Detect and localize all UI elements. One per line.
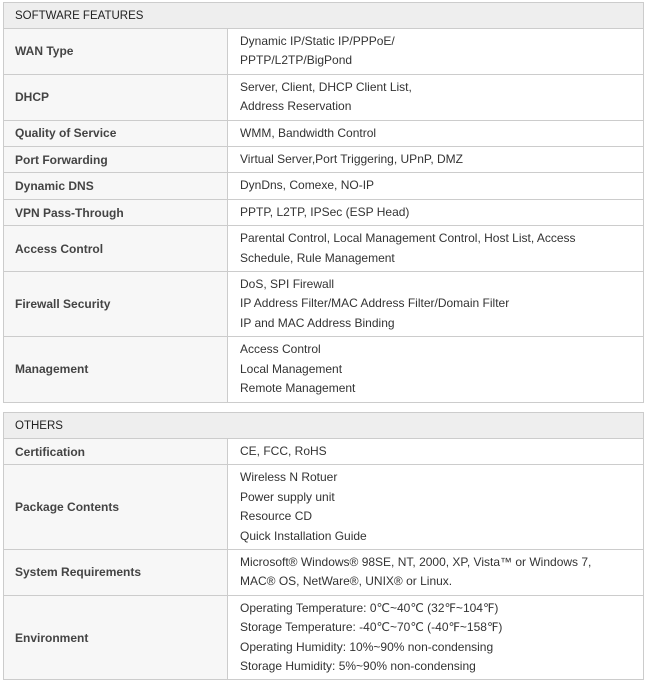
row-label: VPN Pass-Through xyxy=(4,199,228,225)
row-value xyxy=(228,337,644,402)
value-line: Operating Humidity: 10%~90% non-condensing xyxy=(240,639,494,654)
row-label: Package Contents xyxy=(4,465,228,550)
table-row xyxy=(4,74,644,120)
value-line: Parental Control, Local Management Control, Host List, Access xyxy=(240,231,576,246)
others-body xyxy=(4,439,644,680)
row-label: Access Control xyxy=(4,226,228,272)
section-header: SOFTWARE FEATURES xyxy=(4,3,644,29)
value-line: DoS, SPI Firewall xyxy=(240,277,335,292)
value-line: Schedule, Rule Management xyxy=(240,250,395,265)
table-row xyxy=(4,337,644,402)
table-row xyxy=(4,272,644,337)
others-table xyxy=(3,412,644,680)
table-row xyxy=(4,29,644,75)
row-value xyxy=(228,226,644,272)
row-value xyxy=(228,272,644,337)
value-line: Dynamic IP/Static IP/PPPoE/ xyxy=(240,34,395,48)
value-line: Local Management xyxy=(240,361,343,376)
value-line: Resource CD xyxy=(240,509,313,524)
row-label: Dynamic DNS xyxy=(4,173,228,199)
value-line: Wireless N Rotuer xyxy=(240,470,338,485)
value-line: Virtual Server,Port Triggering, UPnP, DMZ xyxy=(240,152,463,167)
row-label: WAN Type xyxy=(4,29,228,75)
row-label: Firewall Security xyxy=(4,272,228,337)
table-row xyxy=(4,173,644,199)
value-line: Remote Management xyxy=(240,381,356,396)
table-row xyxy=(4,439,644,465)
row-label: System Requirements xyxy=(4,550,228,596)
row-label: Port Forwarding xyxy=(4,147,228,173)
value-line: DynDns, Comexe, NO-IP xyxy=(240,178,375,193)
value-line: PPTP/L2TP/BigPond xyxy=(240,53,353,68)
value-line: WMM, Bandwidth Control xyxy=(240,125,377,140)
value-line: Storage Humidity: 5%~90% non-condensing xyxy=(240,659,476,674)
row-value xyxy=(228,74,644,120)
row-value xyxy=(228,147,644,173)
row-label: DHCP xyxy=(4,74,228,120)
row-value xyxy=(228,199,644,225)
row-label: Management xyxy=(4,337,228,402)
row-label: Environment xyxy=(4,595,228,680)
value-line: IP and MAC Address Binding xyxy=(240,315,395,330)
row-label: Quality of Service xyxy=(4,120,228,146)
table-row xyxy=(4,226,644,272)
table-row xyxy=(4,120,644,146)
value-line: Power supply unit xyxy=(240,489,335,504)
section-header: OTHERS xyxy=(4,413,644,439)
value-line: Quick Installation Guide xyxy=(240,528,367,543)
value-line: Access Control xyxy=(240,342,321,357)
table-row xyxy=(4,465,644,550)
value-line: MAC® OS, NetWare®, UNIX® or Linux. xyxy=(240,574,453,589)
row-value xyxy=(228,120,644,146)
value-line: Microsoft® Windows® 98SE, NT, 2000, XP, Vista™ or Windows 7, xyxy=(240,555,592,570)
value-line: Address Reservation xyxy=(240,99,352,114)
row-value xyxy=(228,173,644,199)
value-line: CE, FCC, RoHS xyxy=(240,444,327,458)
software-features-table xyxy=(3,2,644,403)
row-value xyxy=(228,439,644,465)
row-value xyxy=(228,595,644,680)
software-features-body xyxy=(4,29,644,403)
row-label: Certification xyxy=(4,439,228,465)
row-value xyxy=(228,465,644,550)
table-row xyxy=(4,550,644,596)
value-line: IP Address Filter/MAC Address Filter/Domain Filter xyxy=(240,296,510,311)
table-header-row xyxy=(4,413,644,439)
value-line: Server, Client, DHCP Client List, xyxy=(240,79,412,94)
value-line: Operating Temperature: 0℃~40℃ (32℉~104℉) xyxy=(240,600,499,615)
row-value xyxy=(228,29,644,75)
table-row xyxy=(4,199,644,225)
table-row xyxy=(4,595,644,680)
value-line: PPTP, L2TP, IPSec (ESP Head) xyxy=(240,204,410,219)
value-line: Storage Temperature: -40℃~70℃ (-40℉~158℉) xyxy=(240,620,503,635)
row-value xyxy=(228,550,644,596)
table-row xyxy=(4,147,644,173)
table-header-row xyxy=(4,3,644,29)
